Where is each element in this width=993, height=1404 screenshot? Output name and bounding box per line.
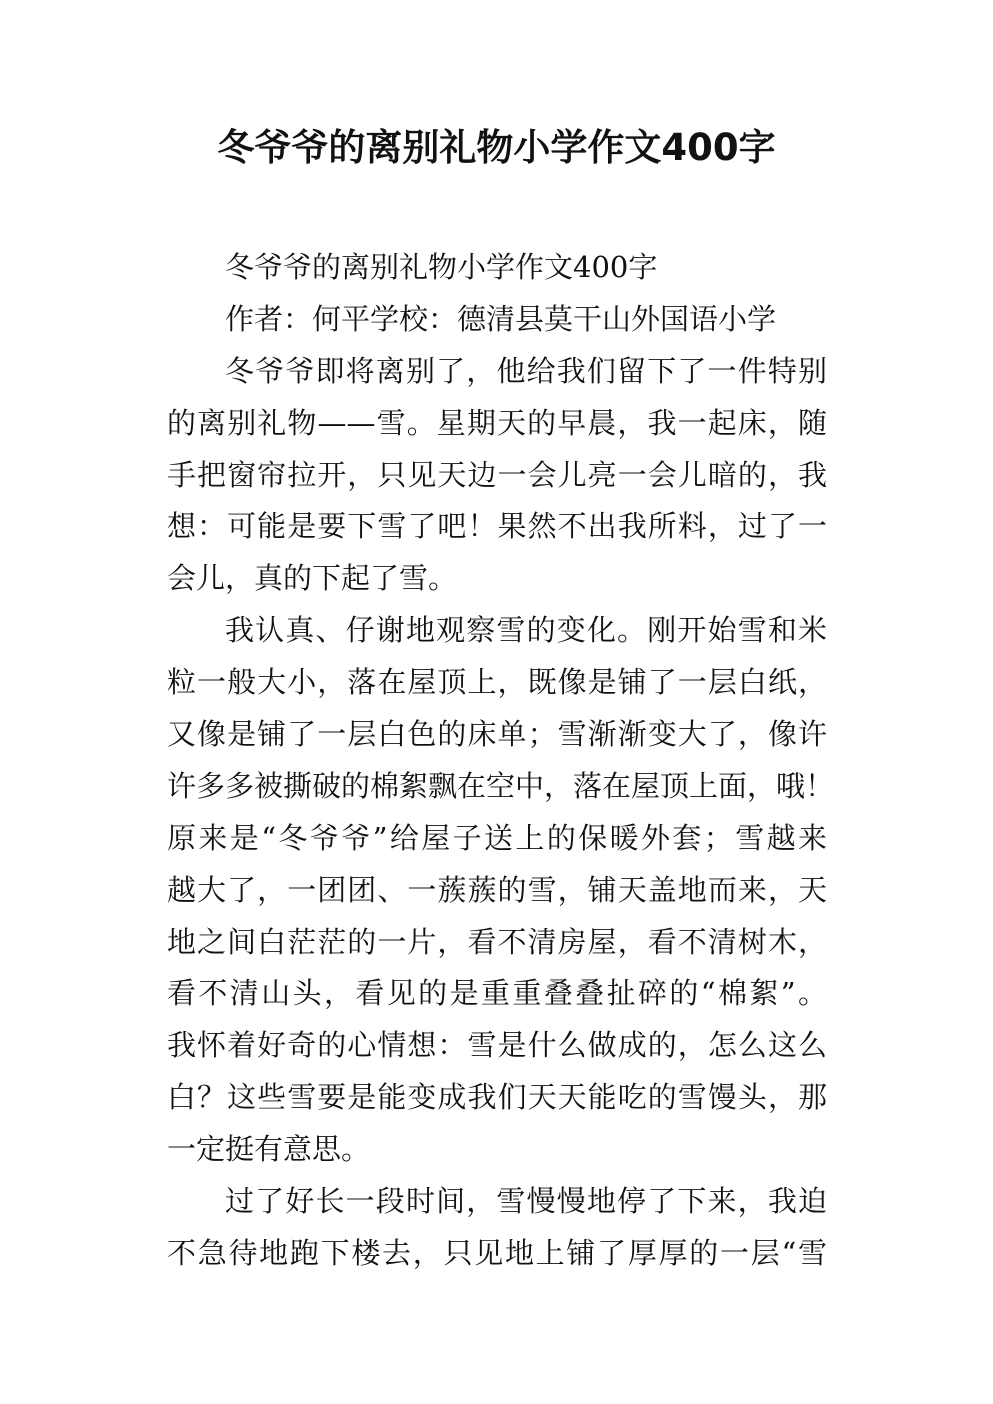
text-line: 冬爷爷的离别礼物小学作文400字 [225,250,658,284]
text-line: 一定挺有意思。 [167,1132,371,1167]
document-body [167,242,835,1280]
text-line: 粒一般大小，落在屋顶上，既像是铺了一层白纸， [167,665,827,700]
text-line: 许多多被撕破的棉絮飘在空中，落在屋顶上面，哦！ [167,768,835,803]
text-line: 冬爷爷即将离别了，他给我们留下了一件特别 [225,353,827,388]
text-line: 过了好长一段时间，雪慢慢地停了下来，我迫 [225,1184,827,1219]
text-line: 会儿，真的下起了雪。 [167,561,458,596]
text-line: 不急待地跑下楼去，只见地上铺了厚厚的一层“雪 [167,1235,827,1270]
text-line: 地之间白茫茫的一片，看不清房屋，看不清树木， [167,924,827,959]
document-title: 冬爷爷的离别礼物小学作文400字 [217,126,776,169]
text-line: 白？这些雪要是能变成我们天天能吃的雪馒头，那 [167,1080,827,1115]
text-line: 想：可能是要下雪了吧！果然不出我所料，过了一 [167,509,827,544]
text-line: 越大了，一团团、一蔟蔟的雪，铺天盖地而来，天 [167,872,827,907]
text-line: 的离别礼物——雪。星期天的早晨，我一起床，随 [167,405,827,440]
text-line: 看不清山头，看见的是重重叠叠扯碎的“棉絮”。 [167,976,827,1011]
text-line: 我认真、仔谢地观察雪的变化。刚开始雪和米 [225,613,827,648]
text-line: 我怀着好奇的心情想：雪是什么做成的，怎么这么 [167,1028,827,1063]
text-line: 手把窗帘拉开，只见天边一会儿亮一会儿暗的，我 [167,457,827,492]
text-line: 作者：何平学校：德清县莫干山外国语小学 [225,301,777,336]
text-line: 又像是铺了一层白色的床单；雪渐渐变大了，像许 [167,717,827,752]
text-line: 原来是“冬爷爷”给屋子送上的保暖外套；雪越来 [167,820,827,855]
